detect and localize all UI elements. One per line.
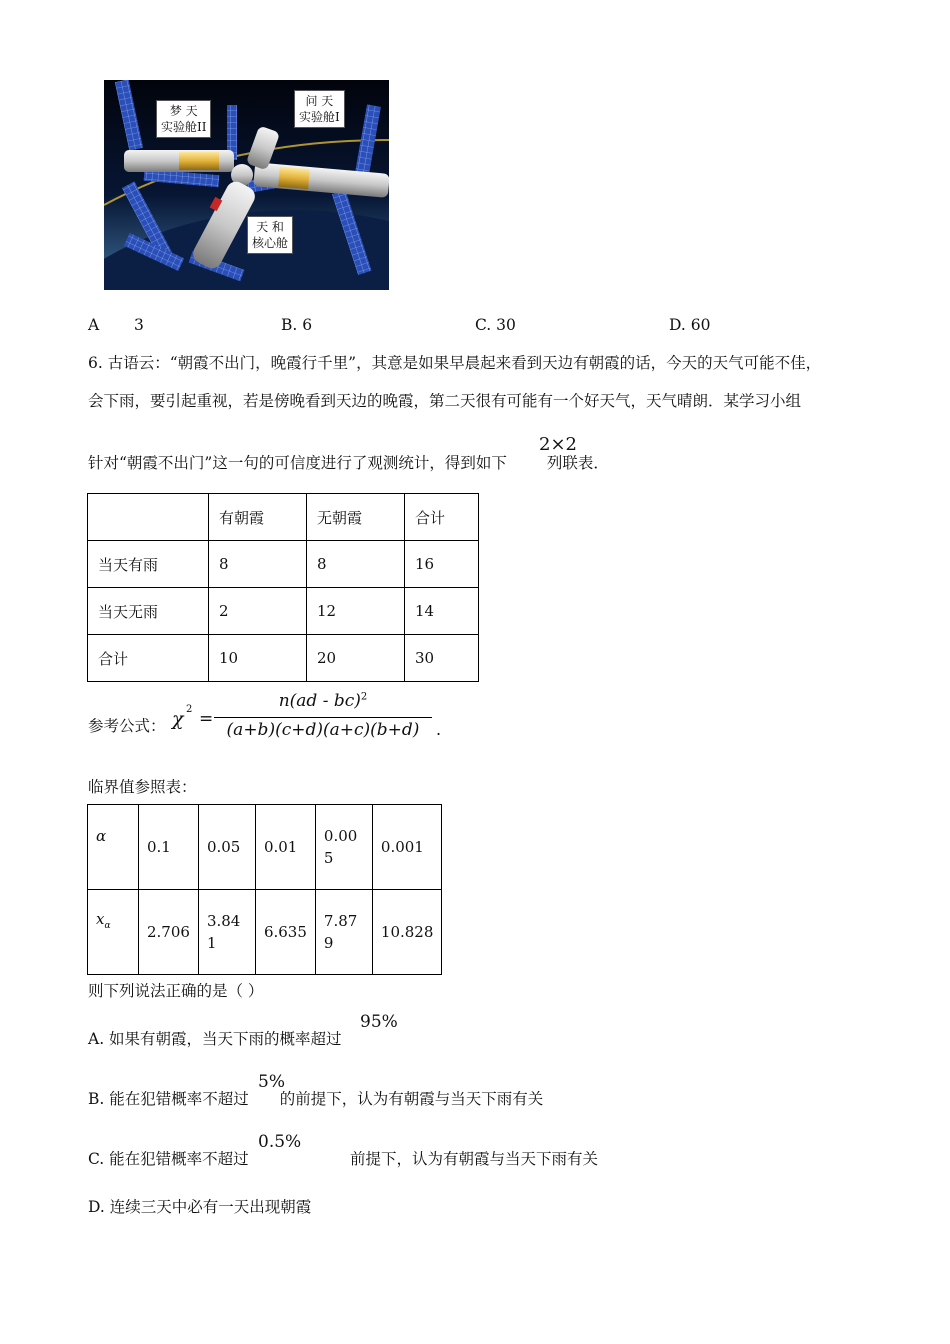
q5-option-d[interactable]: D. 60 bbox=[669, 316, 711, 334]
q6-option-a[interactable]: A. 如果有朝霞，当天下雨的概率超过 bbox=[88, 1030, 342, 1048]
table-cell: 10 bbox=[209, 635, 307, 682]
q6-option-b-post: 的前提下，认为有朝霞与当天下雨有关 bbox=[279, 1090, 544, 1108]
critical-value-table bbox=[87, 804, 442, 975]
formula-label: 参考公式： bbox=[88, 717, 166, 735]
table-cell: 当天有雨 bbox=[88, 541, 209, 588]
space-station-figure bbox=[104, 80, 389, 290]
table-cell: 7.87 9 bbox=[315, 890, 372, 975]
table-cell: 0.001 bbox=[372, 805, 442, 890]
table-cell: 20 bbox=[307, 635, 405, 682]
table-row bbox=[88, 805, 442, 890]
q5-option-a-letter[interactable]: A bbox=[88, 316, 100, 334]
formula-equals: = bbox=[199, 709, 214, 729]
q5-option-c[interactable]: C. 30 bbox=[475, 316, 516, 334]
table-cell: 2.706 bbox=[139, 890, 199, 975]
formula-denominator: (a+b)(c+d)(a+c)(b+d) bbox=[226, 720, 420, 740]
q6-stem-line2: 会下雨，要引起重视，若是傍晚看到天边的晚霞，第二天很有可能有一个好天气，天气晴朗．某学习小组 bbox=[88, 392, 802, 410]
label-mengtian bbox=[156, 100, 211, 138]
table-cell: 合计 bbox=[405, 494, 479, 541]
q6-option-c-math: 0.5% bbox=[258, 1132, 302, 1152]
q6-option-b-math: 5% bbox=[258, 1072, 285, 1092]
table-cell: 10.828 bbox=[372, 890, 442, 975]
table-cell: 30 bbox=[405, 635, 479, 682]
q6-option-c-post: 前提下，认为有朝霞与当天下雨有关 bbox=[350, 1150, 599, 1168]
label-wentian-line2: 实验舱I bbox=[299, 110, 340, 124]
formula-numerator bbox=[214, 691, 432, 711]
contingency-table bbox=[87, 493, 479, 682]
label-tianhe bbox=[247, 216, 293, 254]
table-cell: 14 bbox=[405, 588, 479, 635]
table-cell: 8 bbox=[209, 541, 307, 588]
label-mengtian-line2: 实验舱II bbox=[161, 120, 207, 134]
formula-chi-sup: 2 bbox=[186, 704, 193, 715]
table-cell: 0.05 bbox=[198, 805, 255, 890]
label-tianhe-line1: 天 和 bbox=[256, 220, 284, 234]
table-row bbox=[88, 890, 442, 975]
label-wentian bbox=[294, 90, 345, 128]
critical-table-label: 临界值参照表： bbox=[88, 778, 197, 796]
q6-stem-line3 bbox=[88, 451, 609, 473]
table-cell: 6.635 bbox=[255, 890, 315, 975]
table-row bbox=[88, 635, 479, 682]
table-cell: 12 bbox=[307, 588, 405, 635]
table-cell: 8 bbox=[307, 541, 405, 588]
x-subscript-alpha: α bbox=[104, 921, 111, 931]
label-mengtian-line1: 梦 天 bbox=[169, 104, 198, 118]
formula-numerator-text: n(ad - bc) bbox=[278, 691, 361, 711]
table-cell: 0.1 bbox=[139, 805, 199, 890]
q6-option-d[interactable]: D. 连续三天中必有一天出现朝霞 bbox=[88, 1198, 312, 1216]
q6-stem-line3-pre: 针对“朝霞不出门”这一句的可信度进行了观测统计，得到如下 bbox=[88, 454, 507, 472]
table-cell: 0.00 5 bbox=[315, 805, 372, 890]
table-row bbox=[88, 588, 479, 635]
table-cell: 合计 bbox=[88, 635, 209, 682]
q6-option-b[interactable] bbox=[88, 1087, 543, 1109]
table-cell: α bbox=[88, 805, 139, 890]
q6-stem-line3-post: 列联表． bbox=[546, 454, 609, 472]
table-cell bbox=[88, 494, 209, 541]
formula-period: . bbox=[436, 720, 442, 739]
space-station-illustration bbox=[104, 80, 389, 290]
table-row bbox=[88, 541, 479, 588]
label-wentian-line1: 问 天 bbox=[305, 94, 334, 108]
q5-option-b[interactable]: B. 6 bbox=[281, 316, 313, 334]
table-cell: 当天无雨 bbox=[88, 588, 209, 635]
table-cell-x-alpha bbox=[88, 890, 139, 975]
table-cell: 无朝霞 bbox=[307, 494, 405, 541]
formula-fraction-bar bbox=[214, 717, 432, 718]
q6-option-a-math: 95% bbox=[360, 1012, 398, 1032]
table-cell: 16 bbox=[405, 541, 479, 588]
table-cell: 2 bbox=[209, 588, 307, 635]
table-cell: 有朝霞 bbox=[209, 494, 307, 541]
q6-option-b-text: B. 能在犯错概率不超过 bbox=[88, 1090, 249, 1108]
formula-numerator-sup: 2 bbox=[360, 691, 368, 703]
formula-chi: χ bbox=[172, 708, 184, 730]
q6-question: 则下列说法正确的是（ ） bbox=[88, 982, 264, 1000]
label-tianhe-line2: 核心舱 bbox=[252, 236, 289, 250]
q6-stem-line1: 6. 古语云：“朝霞不出门，晚霞行千里”，其意是如果早晨起来看到天边有朝霞的话，今天的天气可能不佳， bbox=[88, 354, 822, 372]
table-cell: 0.01 bbox=[255, 805, 315, 890]
q6-option-c[interactable]: C. 能在犯错概率不超过 bbox=[88, 1150, 249, 1168]
table-row bbox=[88, 494, 479, 541]
table-cell: 3.84 1 bbox=[198, 890, 255, 975]
q5-option-a-value[interactable]: 3 bbox=[134, 316, 144, 334]
x-symbol: x bbox=[96, 910, 105, 928]
q6-2x2-math: 2×2 bbox=[539, 434, 577, 455]
